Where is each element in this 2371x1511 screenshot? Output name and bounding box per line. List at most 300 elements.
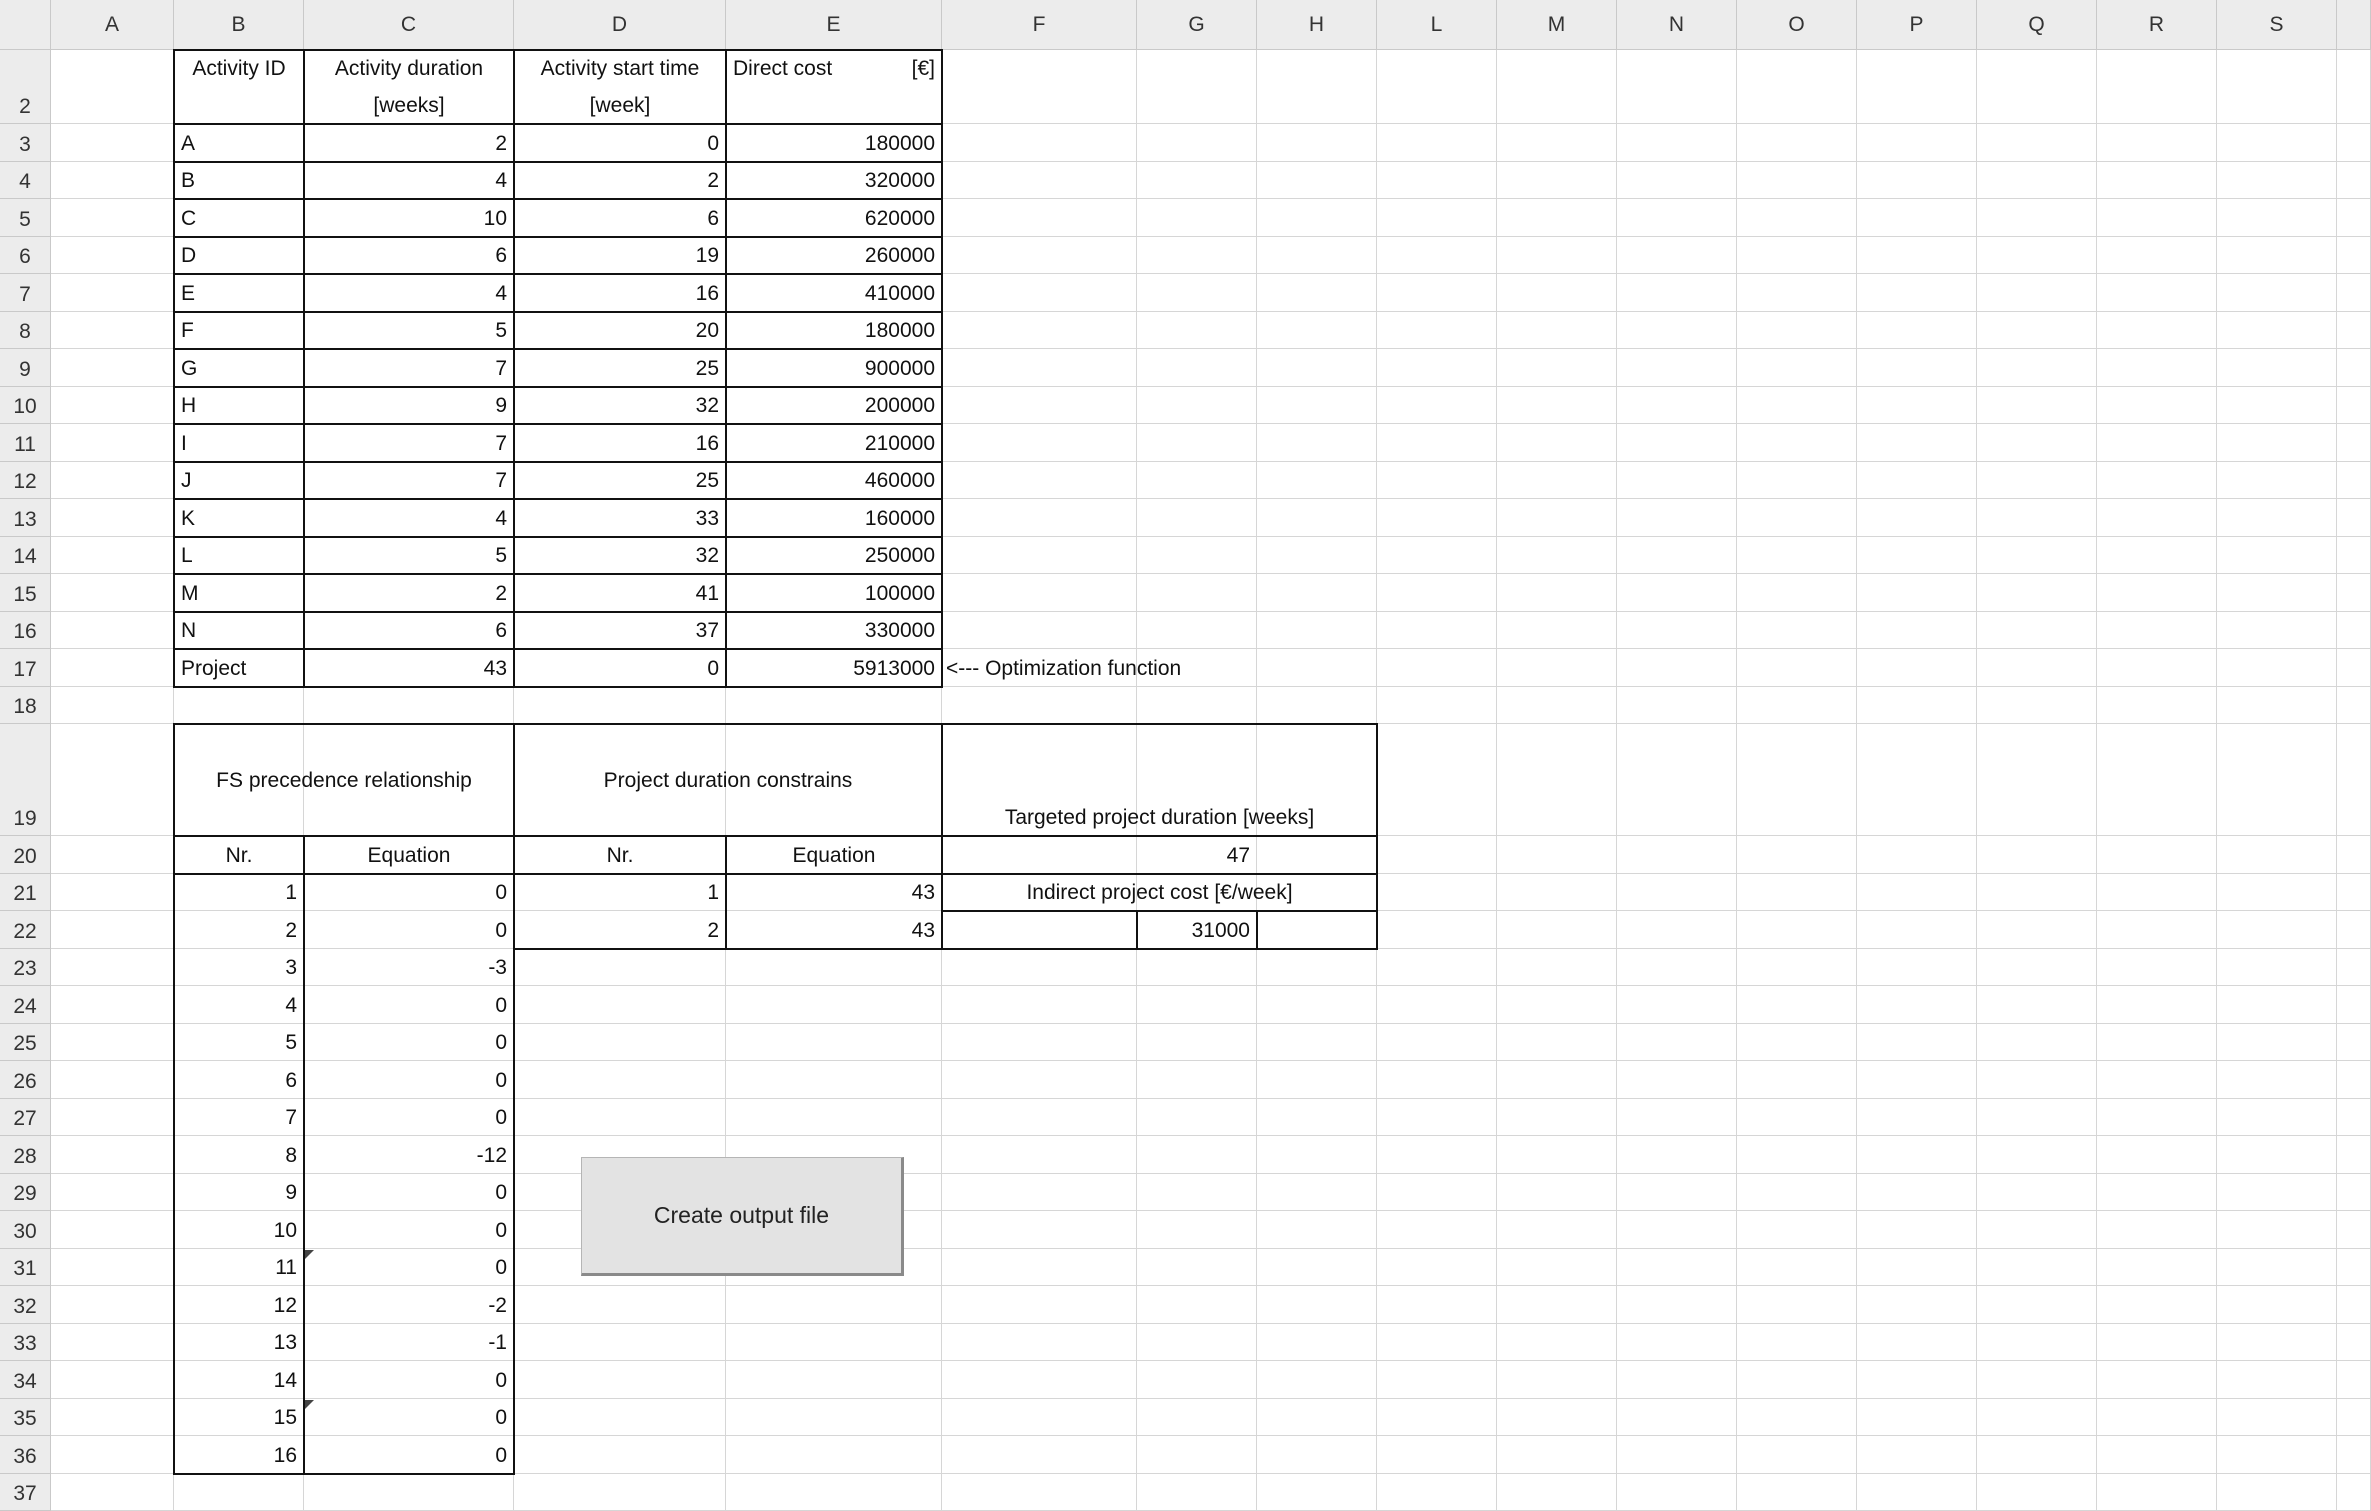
cell[interactable] [2337, 1211, 2371, 1249]
cell[interactable] [1977, 836, 2097, 874]
cell[interactable] [2097, 50, 2217, 124]
cell[interactable] [1977, 874, 2097, 912]
cell[interactable] [2097, 424, 2217, 462]
cell[interactable] [1617, 874, 1737, 912]
cell[interactable] [1737, 836, 1857, 874]
cell[interactable] [1377, 274, 1497, 312]
cell[interactable] [1977, 462, 2097, 500]
cell[interactable] [1977, 50, 2097, 124]
cell[interactable] [2217, 1286, 2337, 1324]
cell[interactable] [942, 1211, 1137, 1249]
row-header[interactable]: 2 [0, 50, 51, 124]
cell[interactable] [2217, 574, 2337, 612]
cell[interactable] [1377, 1211, 1497, 1249]
cell[interactable] [1377, 312, 1497, 350]
cell[interactable] [2337, 274, 2371, 312]
cell[interactable] [1137, 387, 1257, 425]
cell[interactable] [1977, 274, 2097, 312]
cell[interactable] [1857, 462, 1977, 500]
cell[interactable] [1377, 911, 1497, 949]
cell[interactable] [2217, 237, 2337, 275]
cell[interactable] [2217, 462, 2337, 500]
cell[interactable] [2337, 1324, 2371, 1362]
cell[interactable] [2217, 724, 2337, 836]
cell[interactable] [2097, 162, 2217, 200]
cell[interactable] [1137, 1361, 1257, 1399]
cell[interactable] [1137, 124, 1257, 162]
row-header[interactable]: 10 [0, 387, 51, 425]
cell[interactable] [1977, 687, 2097, 725]
cell[interactable] [726, 986, 942, 1024]
column-header[interactable]: C [304, 0, 514, 50]
column-header[interactable]: O [1737, 0, 1857, 50]
cell[interactable] [2337, 1286, 2371, 1324]
cell[interactable] [942, 424, 1137, 462]
cell[interactable] [1137, 574, 1257, 612]
cell[interactable] [2097, 1399, 2217, 1437]
row-header[interactable]: 27 [0, 1099, 51, 1137]
cell[interactable] [1257, 124, 1377, 162]
cell[interactable] [1737, 1361, 1857, 1399]
cell[interactable] [1617, 274, 1737, 312]
row-header[interactable]: 22 [0, 911, 51, 949]
cell[interactable] [1257, 1286, 1377, 1324]
cell[interactable] [51, 1399, 174, 1437]
cell[interactable] [1977, 1249, 2097, 1287]
cell[interactable] [1497, 1249, 1617, 1287]
cell[interactable] [1977, 1324, 2097, 1362]
cell[interactable] [1617, 687, 1737, 725]
cell[interactable] [51, 349, 174, 387]
cell[interactable] [2217, 312, 2337, 350]
cell[interactable] [51, 911, 174, 949]
cell[interactable] [1137, 312, 1257, 350]
cell[interactable] [1497, 911, 1617, 949]
cell[interactable] [942, 50, 1137, 124]
cell[interactable] [942, 199, 1137, 237]
cell[interactable] [1137, 1061, 1257, 1099]
cell[interactable] [1737, 986, 1857, 1024]
cell[interactable] [304, 687, 514, 725]
row-header[interactable]: 5 [0, 199, 51, 237]
cell[interactable] [2217, 349, 2337, 387]
cell[interactable] [1257, 1061, 1377, 1099]
cell[interactable] [1257, 50, 1377, 124]
cell[interactable] [1377, 986, 1497, 1024]
cell[interactable] [1617, 237, 1737, 275]
cell[interactable] [726, 1061, 942, 1099]
cell[interactable] [1497, 312, 1617, 350]
cell[interactable] [2217, 50, 2337, 124]
cell[interactable] [1377, 537, 1497, 575]
cell[interactable] [51, 986, 174, 1024]
cell[interactable] [1737, 462, 1857, 500]
cell[interactable] [2097, 312, 2217, 350]
row-header[interactable]: 4 [0, 162, 51, 200]
cell[interactable] [1257, 499, 1377, 537]
cell[interactable] [1137, 50, 1257, 124]
cell[interactable] [1737, 162, 1857, 200]
cell[interactable] [2097, 649, 2217, 687]
row-header[interactable]: 3 [0, 124, 51, 162]
cell[interactable] [2217, 986, 2337, 1024]
cell[interactable] [2337, 1174, 2371, 1212]
cell[interactable] [1977, 1211, 2097, 1249]
cell[interactable] [51, 124, 174, 162]
cell[interactable] [1137, 1324, 1257, 1362]
cell[interactable] [1977, 349, 2097, 387]
cell[interactable] [1257, 574, 1377, 612]
cell[interactable] [1257, 1399, 1377, 1437]
cell[interactable] [1857, 387, 1977, 425]
cell[interactable] [942, 499, 1137, 537]
cell[interactable] [1857, 1249, 1977, 1287]
cell[interactable] [1977, 312, 2097, 350]
cell[interactable] [1857, 162, 1977, 200]
cell[interactable] [2337, 349, 2371, 387]
column-header[interactable]: N [1617, 0, 1737, 50]
cell[interactable] [1617, 124, 1737, 162]
cell[interactable] [942, 1324, 1137, 1362]
cell[interactable] [2217, 1174, 2337, 1212]
cell[interactable] [1617, 612, 1737, 650]
cell[interactable] [51, 1474, 174, 1511]
cell[interactable] [1497, 986, 1617, 1024]
cell[interactable] [1377, 612, 1497, 650]
cell[interactable] [1257, 237, 1377, 275]
cell[interactable] [1737, 237, 1857, 275]
row-header[interactable]: 9 [0, 349, 51, 387]
cell[interactable] [942, 1436, 1137, 1474]
cell[interactable] [1857, 274, 1977, 312]
cell[interactable] [1137, 349, 1257, 387]
cell[interactable] [1737, 1286, 1857, 1324]
cell[interactable] [1257, 1099, 1377, 1137]
cell[interactable] [726, 1099, 942, 1137]
cell[interactable] [2217, 649, 2337, 687]
column-header[interactable]: Q [1977, 0, 2097, 50]
cell[interactable] [1377, 349, 1497, 387]
cell[interactable] [1737, 124, 1857, 162]
cell[interactable] [1497, 836, 1617, 874]
cell[interactable] [1617, 574, 1737, 612]
cell[interactable] [1497, 687, 1617, 725]
cell[interactable] [1857, 949, 1977, 987]
cell[interactable] [1857, 124, 1977, 162]
cell[interactable] [51, 836, 174, 874]
row-header[interactable]: 31 [0, 1249, 51, 1287]
cell[interactable] [2337, 724, 2371, 836]
cell[interactable] [1737, 199, 1857, 237]
row-header[interactable]: 13 [0, 499, 51, 537]
column-header[interactable]: P [1857, 0, 1977, 50]
cell[interactable] [1377, 462, 1497, 500]
cell[interactable] [1737, 1211, 1857, 1249]
cell[interactable] [2217, 1399, 2337, 1437]
cell[interactable] [942, 612, 1137, 650]
cell[interactable] [942, 949, 1137, 987]
cell[interactable] [942, 1061, 1137, 1099]
cell[interactable] [1857, 349, 1977, 387]
cell[interactable] [51, 50, 174, 124]
column-header[interactable]: D [514, 0, 726, 50]
cell[interactable] [2217, 911, 2337, 949]
cell[interactable] [2337, 649, 2371, 687]
cell[interactable] [1857, 649, 1977, 687]
cell[interactable] [2097, 274, 2217, 312]
cell[interactable] [1497, 1061, 1617, 1099]
cell[interactable] [51, 1174, 174, 1212]
column-header[interactable]: L [1377, 0, 1497, 50]
cell[interactable] [2217, 274, 2337, 312]
cell[interactable] [2097, 986, 2217, 1024]
cell[interactable] [1617, 1286, 1737, 1324]
cell[interactable] [942, 911, 1137, 949]
cell[interactable] [1617, 1399, 1737, 1437]
cell[interactable] [2337, 836, 2371, 874]
row-header[interactable]: 11 [0, 424, 51, 462]
row-header[interactable]: 33 [0, 1324, 51, 1362]
cell[interactable] [1737, 312, 1857, 350]
cell[interactable] [2217, 1361, 2337, 1399]
cell[interactable] [1737, 687, 1857, 725]
cell[interactable] [1737, 874, 1857, 912]
cell[interactable] [2097, 1211, 2217, 1249]
cell[interactable] [2337, 1474, 2371, 1511]
cell[interactable] [942, 387, 1137, 425]
cell[interactable] [942, 1136, 1137, 1174]
cell[interactable] [1617, 387, 1737, 425]
cell[interactable] [1857, 537, 1977, 575]
cell[interactable] [51, 162, 174, 200]
cell[interactable] [2217, 1249, 2337, 1287]
cell[interactable] [1497, 1399, 1617, 1437]
cell[interactable] [1617, 1061, 1737, 1099]
cell[interactable] [1497, 387, 1617, 425]
cell[interactable] [51, 874, 174, 912]
cell[interactable] [726, 1361, 942, 1399]
cell[interactable] [1977, 612, 2097, 650]
cell[interactable] [2217, 949, 2337, 987]
cell[interactable] [2337, 1436, 2371, 1474]
cell[interactable] [1617, 1099, 1737, 1137]
row-header[interactable]: 21 [0, 874, 51, 912]
cell[interactable] [514, 1024, 726, 1062]
cell[interactable] [1857, 911, 1977, 949]
cell[interactable] [942, 537, 1137, 575]
cell[interactable] [1497, 724, 1617, 836]
cell[interactable] [1137, 462, 1257, 500]
cell[interactable] [1977, 949, 2097, 987]
cell[interactable] [1857, 874, 1977, 912]
row-header[interactable]: 12 [0, 462, 51, 500]
cell[interactable] [2337, 1249, 2371, 1287]
cell[interactable] [1137, 1024, 1257, 1062]
cell[interactable] [1857, 1061, 1977, 1099]
column-header[interactable]: R [2097, 0, 2217, 50]
cell[interactable] [1977, 1399, 2097, 1437]
cell[interactable] [1857, 574, 1977, 612]
cell[interactable] [942, 574, 1137, 612]
cell[interactable] [942, 1174, 1137, 1212]
cell[interactable] [1857, 1436, 1977, 1474]
cell[interactable] [1617, 986, 1737, 1024]
cell[interactable] [942, 1474, 1137, 1511]
cell[interactable] [514, 1286, 726, 1324]
cell[interactable] [1737, 1474, 1857, 1511]
cell[interactable] [514, 986, 726, 1024]
cell[interactable] [1377, 1361, 1497, 1399]
cell[interactable] [726, 1024, 942, 1062]
cell[interactable] [1857, 687, 1977, 725]
cell[interactable] [2217, 874, 2337, 912]
cell[interactable] [1257, 462, 1377, 500]
cell[interactable] [1497, 1174, 1617, 1212]
cell[interactable] [1377, 1474, 1497, 1511]
cell[interactable] [1497, 199, 1617, 237]
column-header[interactable]: H [1257, 0, 1377, 50]
cell[interactable] [1857, 1324, 1977, 1362]
cell[interactable] [2217, 1211, 2337, 1249]
row-header[interactable]: 35 [0, 1399, 51, 1437]
cell[interactable] [2217, 1436, 2337, 1474]
cell[interactable] [942, 1024, 1137, 1062]
row-header[interactable]: 19 [0, 724, 51, 836]
cell[interactable] [942, 124, 1137, 162]
cell[interactable] [1737, 274, 1857, 312]
cell[interactable] [2097, 949, 2217, 987]
cell[interactable] [2097, 1474, 2217, 1511]
cell[interactable] [51, 274, 174, 312]
cell[interactable] [51, 199, 174, 237]
create-output-file-button[interactable]: Create output file [581, 1157, 904, 1276]
cell[interactable] [1617, 1474, 1737, 1511]
cell[interactable] [514, 1361, 726, 1399]
cell[interactable] [1377, 949, 1497, 987]
cell[interactable] [1617, 162, 1737, 200]
cell[interactable] [1377, 1436, 1497, 1474]
cell[interactable] [942, 1249, 1137, 1287]
cell[interactable] [2097, 724, 2217, 836]
cell[interactable] [1257, 424, 1377, 462]
cell[interactable] [1857, 986, 1977, 1024]
cell[interactable] [1257, 1436, 1377, 1474]
cell[interactable] [51, 312, 174, 350]
cell[interactable] [174, 1474, 304, 1511]
cell[interactable] [1977, 1099, 2097, 1137]
cell[interactable] [1137, 1399, 1257, 1437]
cell[interactable] [1377, 1024, 1497, 1062]
cell[interactable] [1977, 911, 2097, 949]
cell[interactable] [514, 1324, 726, 1362]
cell[interactable] [2097, 836, 2217, 874]
cell[interactable] [1137, 986, 1257, 1024]
cell[interactable] [2097, 1286, 2217, 1324]
cell[interactable] [726, 687, 942, 725]
cell[interactable] [1737, 1399, 1857, 1437]
cell[interactable] [942, 237, 1137, 275]
cell[interactable] [1497, 1211, 1617, 1249]
cell[interactable] [2217, 424, 2337, 462]
cell[interactable] [1257, 986, 1377, 1024]
cell[interactable] [2217, 1099, 2337, 1137]
cell[interactable] [51, 1286, 174, 1324]
cell[interactable] [1617, 199, 1737, 237]
cell[interactable] [1857, 1474, 1977, 1511]
cell[interactable] [1257, 312, 1377, 350]
cell[interactable] [51, 1024, 174, 1062]
column-header[interactable] [2337, 0, 2371, 50]
cell[interactable] [2337, 462, 2371, 500]
cell[interactable] [174, 687, 304, 725]
cell[interactable] [1377, 687, 1497, 725]
cell[interactable] [1857, 1361, 1977, 1399]
cell[interactable] [1497, 949, 1617, 987]
indirect-cost-value[interactable]: 31000 [1137, 911, 1257, 949]
cell[interactable] [1137, 162, 1257, 200]
cell[interactable] [2217, 199, 2337, 237]
cell[interactable] [1497, 462, 1617, 500]
row-header[interactable]: 37 [0, 1474, 51, 1511]
row-header[interactable]: 16 [0, 612, 51, 650]
targeted-duration-value[interactable]: 47 [942, 836, 1257, 874]
cell[interactable] [2337, 574, 2371, 612]
cell[interactable] [51, 1099, 174, 1137]
cell[interactable] [942, 274, 1137, 312]
cell[interactable] [942, 1399, 1137, 1437]
cell[interactable] [1497, 1024, 1617, 1062]
cell[interactable] [2217, 387, 2337, 425]
select-all-corner[interactable] [0, 0, 51, 50]
cell[interactable] [1977, 1361, 2097, 1399]
cell[interactable] [1617, 1024, 1737, 1062]
cell[interactable] [2097, 1436, 2217, 1474]
cell[interactable] [1617, 1361, 1737, 1399]
cell[interactable] [1737, 1061, 1857, 1099]
cell[interactable] [1497, 499, 1617, 537]
cell[interactable] [1497, 1136, 1617, 1174]
cell[interactable] [1377, 1399, 1497, 1437]
cell[interactable] [2097, 574, 2217, 612]
cell[interactable] [51, 424, 174, 462]
cell[interactable] [1977, 649, 2097, 687]
cell[interactable] [726, 1436, 942, 1474]
cell[interactable] [514, 1399, 726, 1437]
cell[interactable] [1377, 836, 1497, 874]
cell[interactable] [51, 1136, 174, 1174]
cell[interactable] [1737, 1324, 1857, 1362]
cell[interactable] [1377, 1174, 1497, 1212]
cell[interactable] [1857, 836, 1977, 874]
cell[interactable] [1497, 1361, 1617, 1399]
cell[interactable] [1617, 949, 1737, 987]
cell[interactable] [51, 1249, 174, 1287]
cell[interactable] [1497, 537, 1617, 575]
cell[interactable] [2097, 874, 2217, 912]
cell[interactable] [1617, 462, 1737, 500]
cell[interactable] [1137, 237, 1257, 275]
cell[interactable] [1737, 949, 1857, 987]
cell[interactable] [1857, 50, 1977, 124]
cell[interactable] [1257, 649, 1377, 687]
cell[interactable] [51, 1361, 174, 1399]
cell[interactable] [51, 949, 174, 987]
cell[interactable] [1857, 424, 1977, 462]
cell[interactable] [514, 1474, 726, 1511]
cell[interactable] [1857, 1099, 1977, 1137]
cell[interactable] [726, 1474, 942, 1511]
cell[interactable] [1257, 949, 1377, 987]
